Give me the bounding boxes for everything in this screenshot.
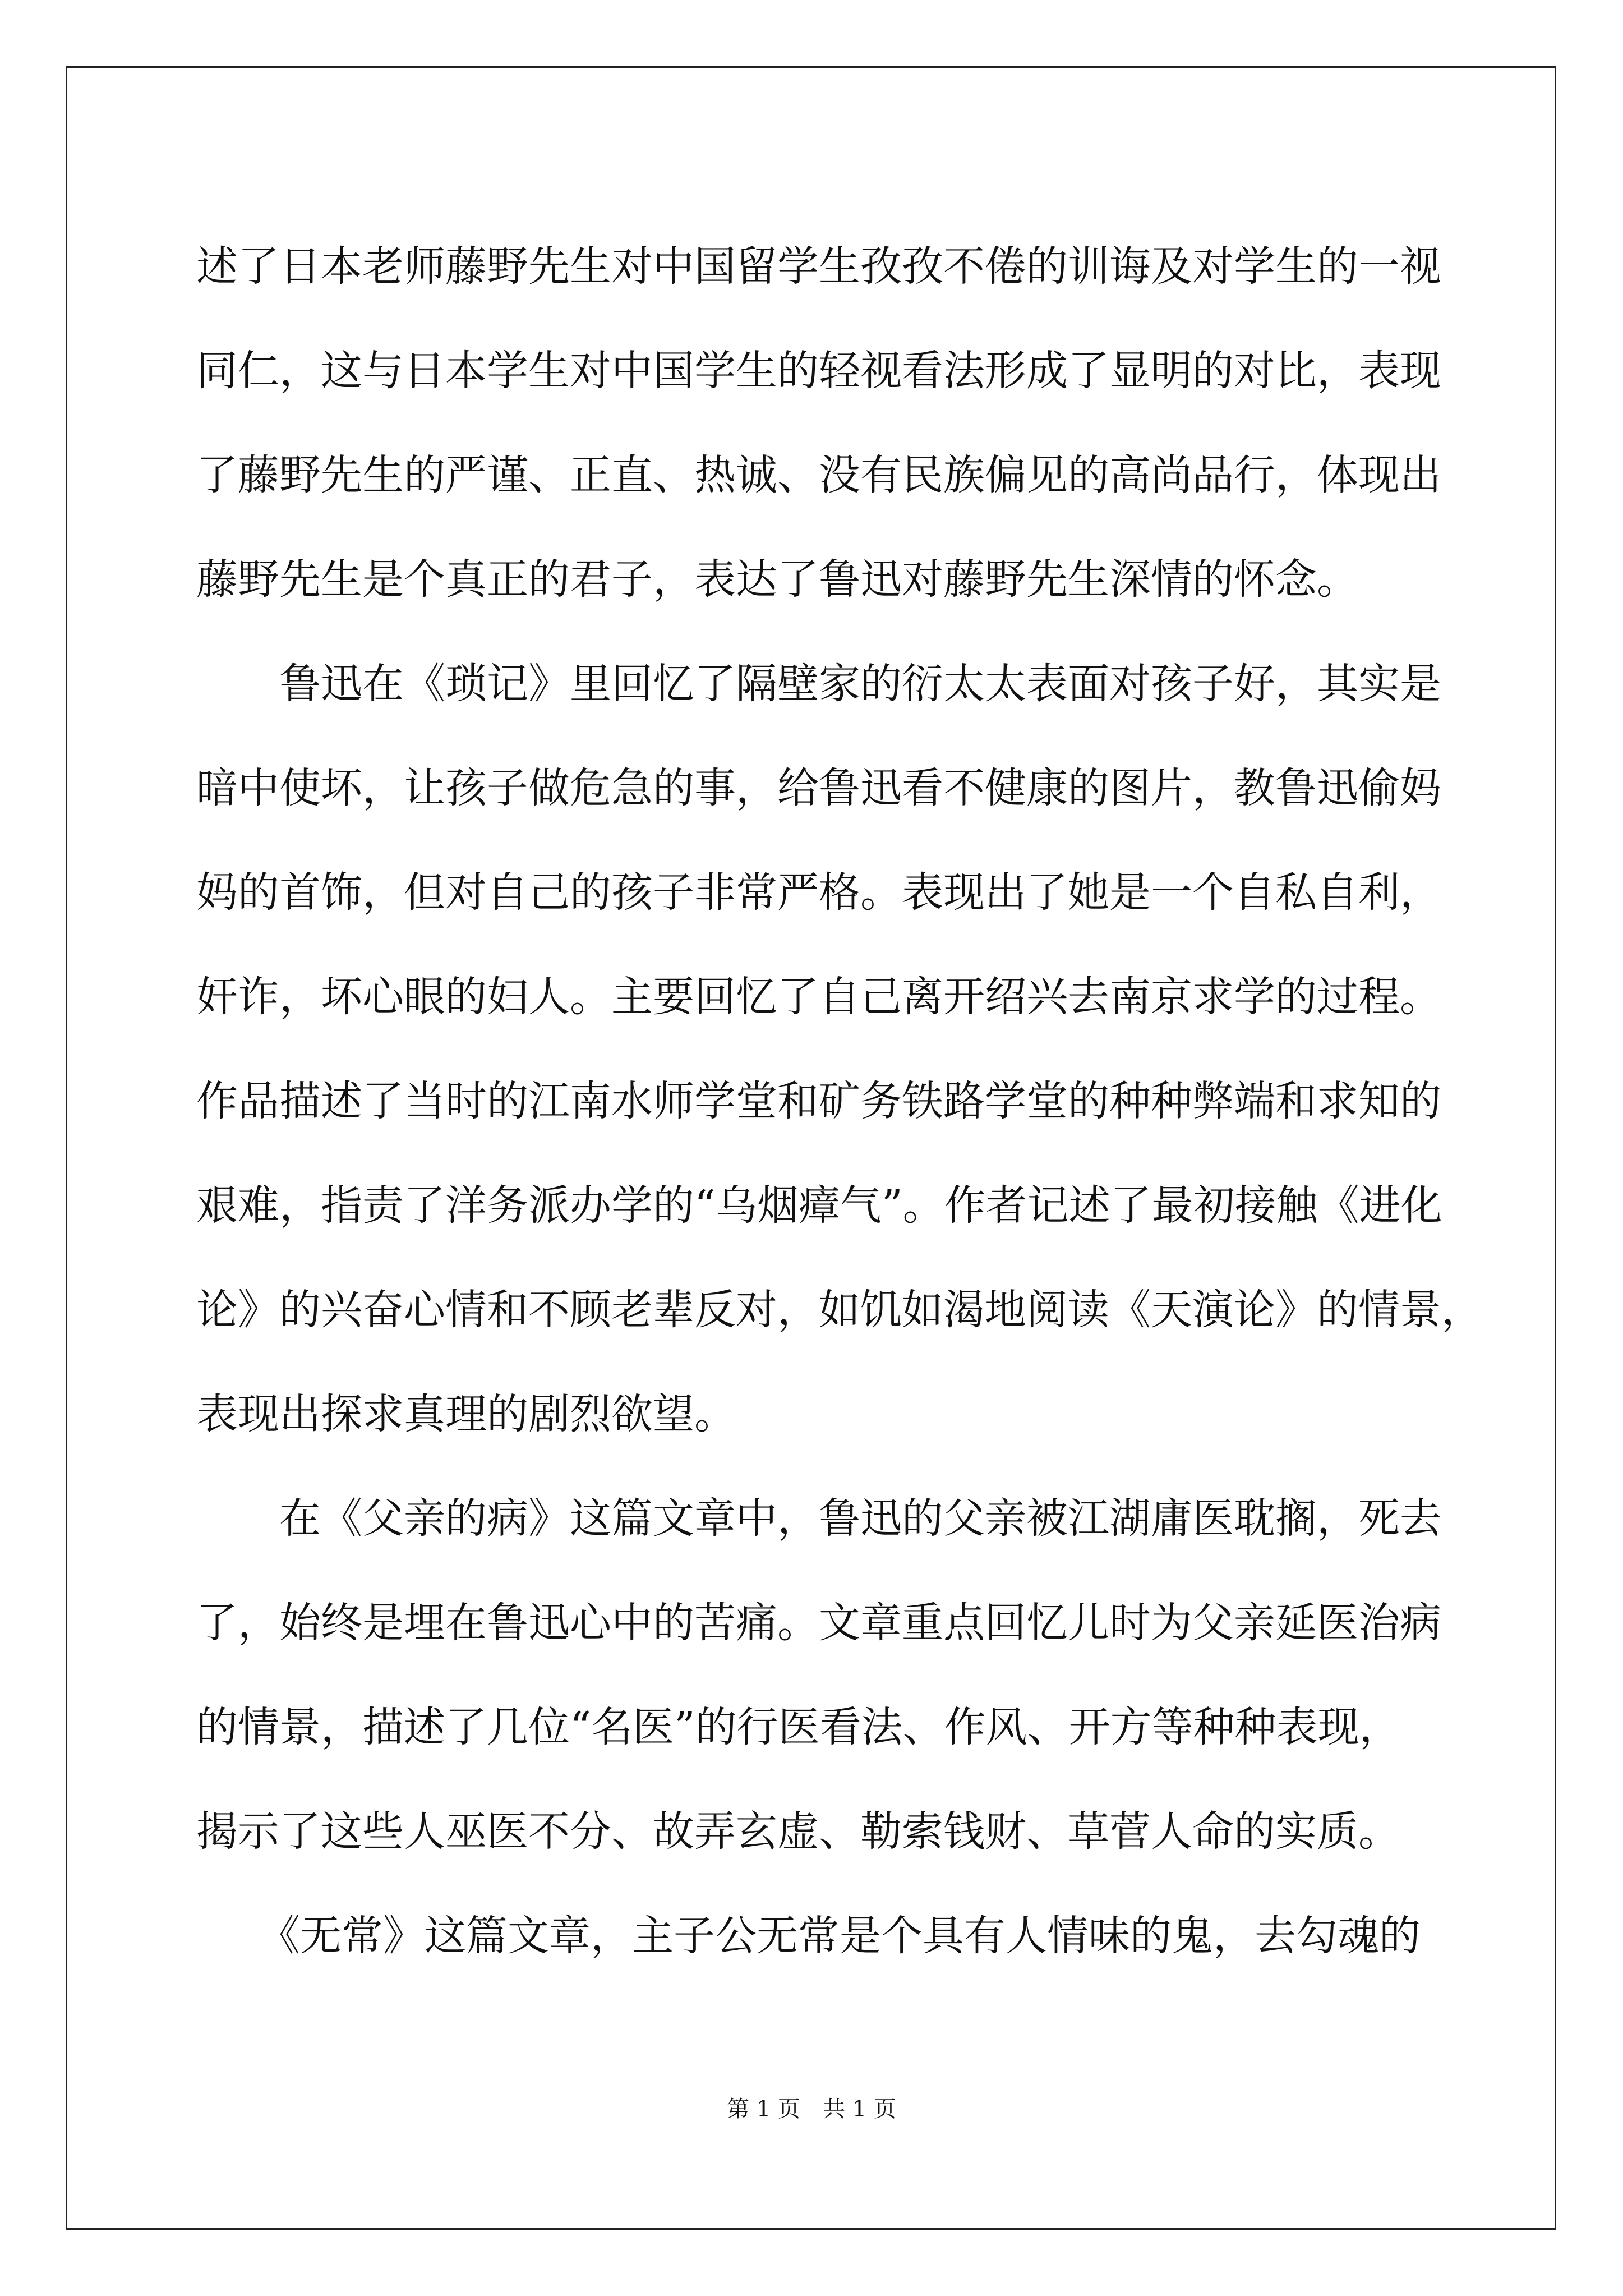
text-line: 奸诈，坏心眼的妇人。主要回忆了自己离开绍兴去南京求学的过程。 <box>196 973 1441 1021</box>
text-line: 揭示了这些人巫医不分、故弄玄虚、勒索钱财、草菅人命的实质。 <box>196 1807 1400 1856</box>
text-line: 论》的兴奋心情和不顾老辈反对，如饥如渴地阅读《天演论》的情景， <box>196 1286 1483 1334</box>
document-body <box>196 214 1483 1988</box>
text-line: 同仁，这与日本学生对中国学生的轻视看法形成了显明的对比，表现 <box>196 347 1441 395</box>
text-line: 了藤野先生的严谨、正直、热诚、没有民族偏见的高尚品行，体现出 <box>196 451 1441 499</box>
text-line: 《无常》这篇文章，主子公无常是个具有人情味的鬼，去勾魂的 <box>196 1912 1421 1960</box>
text-line: 妈的首饰，但对自己的孩子非常严格。表现出了她是一个自私自利， <box>196 868 1441 917</box>
text-line: 表现出探求真理的剧烈欲望。 <box>196 1390 736 1438</box>
text-line: 鲁迅在《琐记》里回忆了隔壁家的衍太太表面对孩子好，其实是 <box>196 660 1441 708</box>
text-line: 在《父亲的病》这篇文章中，鲁迅的父亲被江湖庸医耽搁，死去 <box>196 1494 1441 1543</box>
text-line: 藤野先生是个真正的君子，表达了鲁迅对藤野先生深情的怀念。 <box>196 555 1358 604</box>
text-line: 的情景，描述了几位“名医”的行医看法、作风、开方等种种表现， <box>196 1703 1401 1751</box>
text-line: 暗中使坏，让孩子做危急的事，给鲁迅看不健康的图片，教鲁迅偷妈 <box>196 764 1441 812</box>
text-line: 艰难，指责了洋务派办学的“乌烟瘴气”。作者记述了最初接触《进化 <box>196 1181 1442 1230</box>
page-number-footer: 第 1 页 共 1 页 <box>727 2096 896 2122</box>
text-line: 述了日本老师藤野先生对中国留学生孜孜不倦的训诲及对学生的一视 <box>196 242 1441 291</box>
text-line: 作品描述了当时的江南水师学堂和矿务铁路学堂的种种弊端和求知的 <box>196 1077 1441 1125</box>
text-line: 了，始终是埋在鲁迅心中的苦痛。文章重点回忆儿时为父亲延医治病 <box>196 1599 1441 1647</box>
